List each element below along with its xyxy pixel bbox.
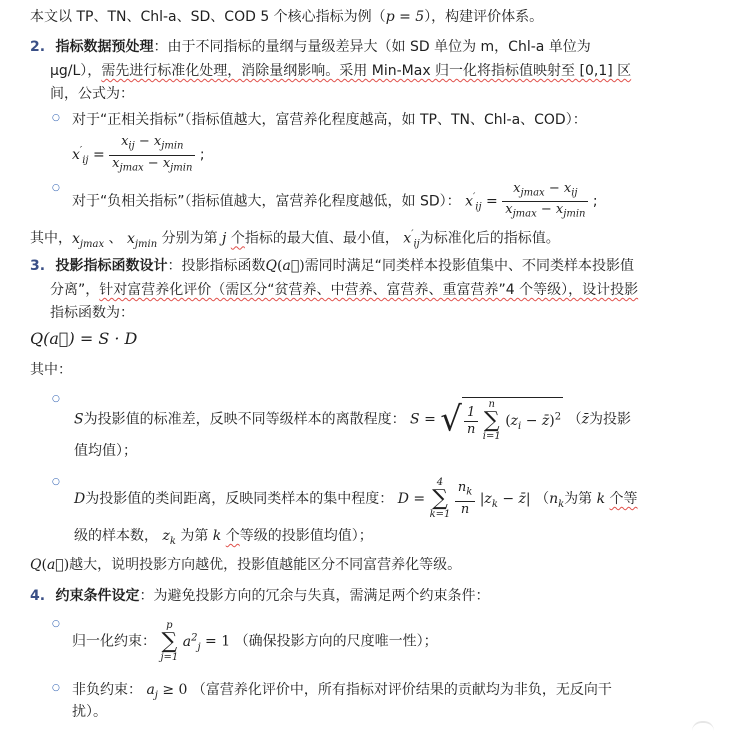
intro-math: p = 5 [385,9,425,25]
step2-line3: 间，公式为： [50,86,134,102]
step4-title: 约束条件设定 [55,588,140,604]
bullet-icon: ○ [52,619,60,629]
step4-number: 4. [30,588,46,604]
negative-indicator-text: 对于“负相关指标”（指标值越大，富营养化程度越低，如 SD）： [72,193,461,210]
step3-where: 其中： [30,362,72,378]
intro-text-b: ），构建评价体系。 [424,9,544,25]
nonnegative-constraint: 非负约束： $a_j \ge 0$ （富营养化评价中，所有指标对评价结果的贡献均为非负，无反向干 [72,682,612,701]
normalization-constraint: 归一化约束： p ∑ j=1 $a^2_j = 1$ （确保投影方向的尺度唯一性）； [72,619,438,663]
step3-heading-line: 3. 投影指标函数设计：投影指标函数Q(a⃗)需同时满足“同类样本投影值集中、不同类样本投影值 [30,258,634,274]
step2-number: 2. [30,39,46,55]
step2-line2a: μg/L）， [50,63,102,79]
s-definition-cont: 值均值）； [74,443,137,459]
d-definition-cont: 级的样本数， $z_k$ 为第 k 个等级的投影值均值）； [74,528,373,547]
step2-title: 指标数据预处理 [55,39,154,55]
step2-line2b: 需先进行标准化处理，消除量纲影响。采用 Min-Max 归一化将指标值映射至 [0,1] 区 [101,63,632,79]
step2-where: 其中，$x_{jmax}$ 、 $x_{jmin}$ 分别为第 j 个指标的最大值、最小值， $x'_{ij}$为标准化后的指标值。 [30,229,560,250]
step2-heading-line [30,37,591,57]
step4-heading-line: 4. 约束条件设定：为避免投影方向的冗余与失真，需满足两个约束条件： [30,588,490,604]
q-conclusion: Q(a⃗)越大，说明投影方向越优，投影值越能区分不同富营养化等级。 [30,557,462,573]
intro-line [30,7,543,27]
positive-indicator-text: 对于“正相关指标”（指标值越大，富营养化程度越高，如 TP、TN、Chl-a、COD）： [72,112,587,128]
intro-text-a: 本文以 TP、TN、Chl-a、SD、COD 5 个核心指标为例（ [30,9,386,25]
bullet-icon: ○ [52,113,60,123]
negative-indicator-line: 对于“负相关指标”（指标值越大，富营养化程度越低，如 SD）： $x'_{ij}$ = $\frac{x_{jmax} - x_{ij}}{x_{jmax} - x_{jmin}}$ ; [72,180,598,220]
d-definition: D为投影值的类间距离，反映同类样本的集中程度： D = 4 ∑ k=1 $\frac{n_k}{n}$ $|z_k$ − z̄| （$n_k$为第 k 个等 [74,477,638,520]
step3-line3: 指标函数为： [50,305,134,321]
step2-line2 [50,61,631,81]
step2-line1: ：由于不同指标的量纲与量级差异大（如 SD 单位为 m，Chl-a 单位为 [153,39,591,55]
step3-line2: 分离”，针对富营养化评价（需区分“贫营养、中营养、富营养、重富营养”4 个等级），设计投影 [50,282,639,298]
projection-formula: Q(a⃗) = S · D [30,329,138,348]
bullet-icon: ○ [52,394,60,404]
bullet-icon: ○ [52,477,60,487]
positive-formula: $x'_{ij}$ = $\frac{x_{ij} - x_{jmin}}{x_{jmax} - x_{jmin}}$ ; [72,134,205,174]
scroll-indicator-icon [692,721,714,731]
nonnegative-constraint-cont: 扰）。 [72,704,107,720]
step3-number: 3. [30,258,46,274]
s-definition: S为投影值的标准差，反映不同等级样本的离散程度： S = √ $\frac{1}{n}$ n ∑ i=1 ($z_i$ − z̄)$^2$ （z̄为投影 [74,399,631,442]
step3-title: 投影指标函数设计 [55,258,168,274]
bullet-icon: ○ [52,183,60,193]
bullet-icon: ○ [52,683,60,693]
